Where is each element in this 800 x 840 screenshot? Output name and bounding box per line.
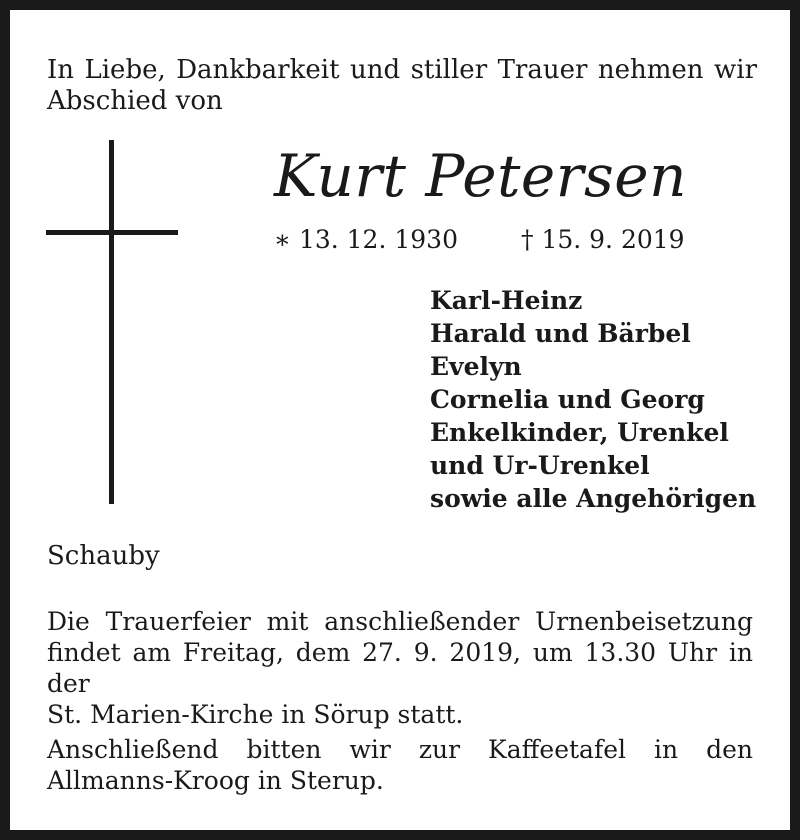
death-date: † 15. 9. 2019 [521, 225, 685, 254]
intro-text [47, 55, 757, 117]
coffee-line: Allmanns-Kroog in Sterup. [47, 766, 384, 795]
mourner-item: Evelyn [430, 352, 522, 381]
mourner-item: Enkelkinder, Urenkel [430, 418, 729, 447]
mourners-list [430, 284, 756, 515]
deceased-name: Kurt Petersen [274, 142, 687, 210]
mourner-item: sowie alle Angehörigen [430, 484, 757, 513]
mourner-item: Karl-Heinz [430, 286, 583, 315]
intro-line: In Liebe, Dankbarkeit und stiller Trauer nehmen wir [47, 55, 757, 85]
place-name: Schauby [47, 541, 160, 571]
service-line: Die Trauerfeier mit anschließender Urnenbeisetzung [47, 607, 753, 636]
mourner-item: und Ur-Urenkel [430, 451, 650, 480]
mourner-item: Cornelia und Georg [430, 385, 705, 414]
service-line: findet am Freitag, dem 27. 9. 2019, um 13.30 Uhr in der [47, 638, 753, 698]
cross-icon [109, 140, 114, 504]
birth-date: ∗ 13. 12. 1930 [274, 225, 458, 254]
coffee-text [47, 734, 753, 796]
cross-icon-bar [46, 230, 178, 235]
mourner-item: Harald und Bärbel [430, 319, 691, 348]
coffee-line: Anschließend bitten wir zur Kaffeetafel in den [47, 735, 753, 764]
service-text [47, 606, 753, 730]
intro-line: Abschied von [47, 86, 223, 116]
service-line: St. Marien-Kirche in Sörup statt. [47, 700, 464, 729]
